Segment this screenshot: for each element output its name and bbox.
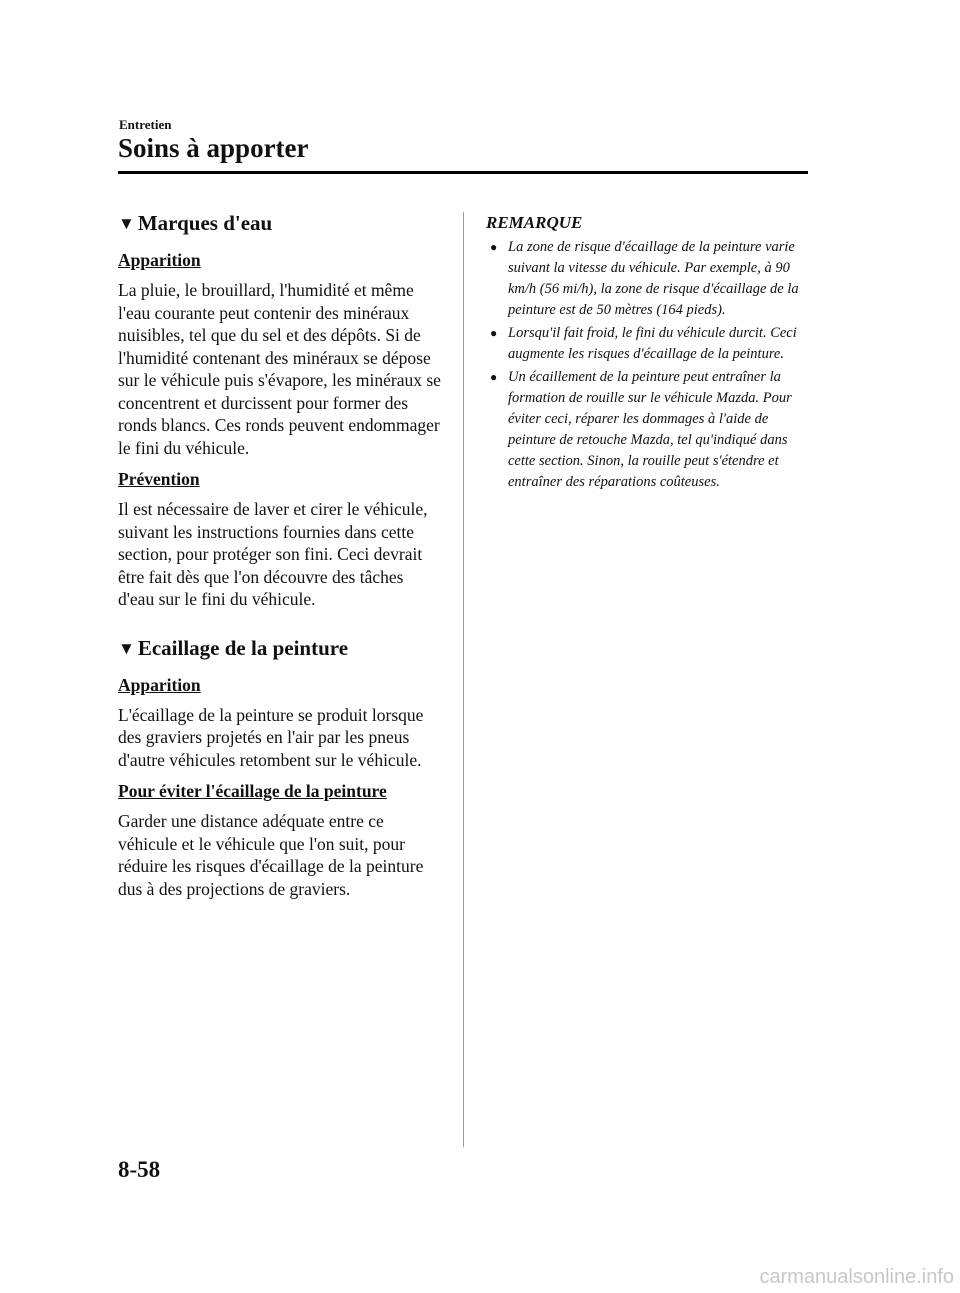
heading-text: Marques d'eau [137,211,273,235]
bullet-icon: ● [490,370,498,384]
section-label: Entretien [119,117,172,132]
left-column [118,208,443,909]
triangle-icon: ▼ [118,214,135,233]
note-item [486,237,808,321]
triangle-icon: ▼ [118,638,135,658]
subheading-occurrence: Apparition [118,250,201,270]
note-text: La zone de risque d'écaillage de la peinture varie suivant la vitesse du véhicule. Par exemple, à 90 km/h (56 mi/h), la zone de risque d'écaillage de la peinture est de 50 mètres (164 pieds). [508,239,799,318]
paragraph: L'écaillage de la peinture se produit lorsque des graviers projetés en l'air par les pneus d'autre véhicules retombent sur le véhicule. [118,704,424,770]
heading-text: Ecaillage de la peinture [137,635,349,660]
bullet-icon: ● [490,240,498,254]
paragraph: La pluie, le brouillard, l'humidité et même l'eau courante peut contenir des minéraux nuisibles, tel que du sel et des dépôts. Si de l'humidité contenant des minéraux se dépose sur le véhicule puis s'évapore, les minéraux se concentrent et durcissent pour former des ronds blancs. Ces ronds peuvent endommager le fini du véhicule. [118,280,441,458]
subheading-prevention: Prévention [118,469,200,489]
note-text: Lorsqu'il fait froid, le fini du véhicule durcit. Ceci augmente les risques d'écaillage de la peinture. [508,325,797,362]
paragraph: Il est nécessaire de laver et cirer le véhicule, suivant les instructions fournies dans cette section, pour protéger son fini. Ceci devrait être fait dès que l'on découvre des tâches d'eau sur le fini du véhicule. [118,499,428,609]
note-title: REMARQUE [486,213,583,232]
column-divider [463,212,464,1147]
heading-paint-chipping [118,633,443,664]
note-item [486,323,808,365]
subheading-occurrence: Apparition [118,674,201,695]
heading-water-marks [118,208,443,239]
page-title: Soins à apporter [118,133,309,163]
note-text: Un écaillement de la peinture peut entraîner la formation de rouille sur le véhicule Mazda. Pour éviter ceci, réparer les dommages à l'aide de peinture de retouche Mazda, tel qu'indiqué dans cette section. Sinon, la rouille peut s'étendre et entraîner des réparations coûteuses. [508,369,792,490]
note-list [486,237,808,493]
page-number: 8-58 [118,1157,161,1182]
subheading-avoid-chipping: Pour éviter l'écaillage de la peinture [118,781,387,801]
watermark: carmanualsonline.info [759,1266,954,1288]
right-column [486,211,808,495]
header-rule [118,171,808,174]
note-item [486,367,808,493]
bullet-icon: ● [490,326,498,340]
paragraph: Garder une distance adéquate entre ce véhicule et le véhicule que l'on suit, pour réduire les risques d'écaillage de la peinture dus à des projections de graviers. [118,811,424,899]
